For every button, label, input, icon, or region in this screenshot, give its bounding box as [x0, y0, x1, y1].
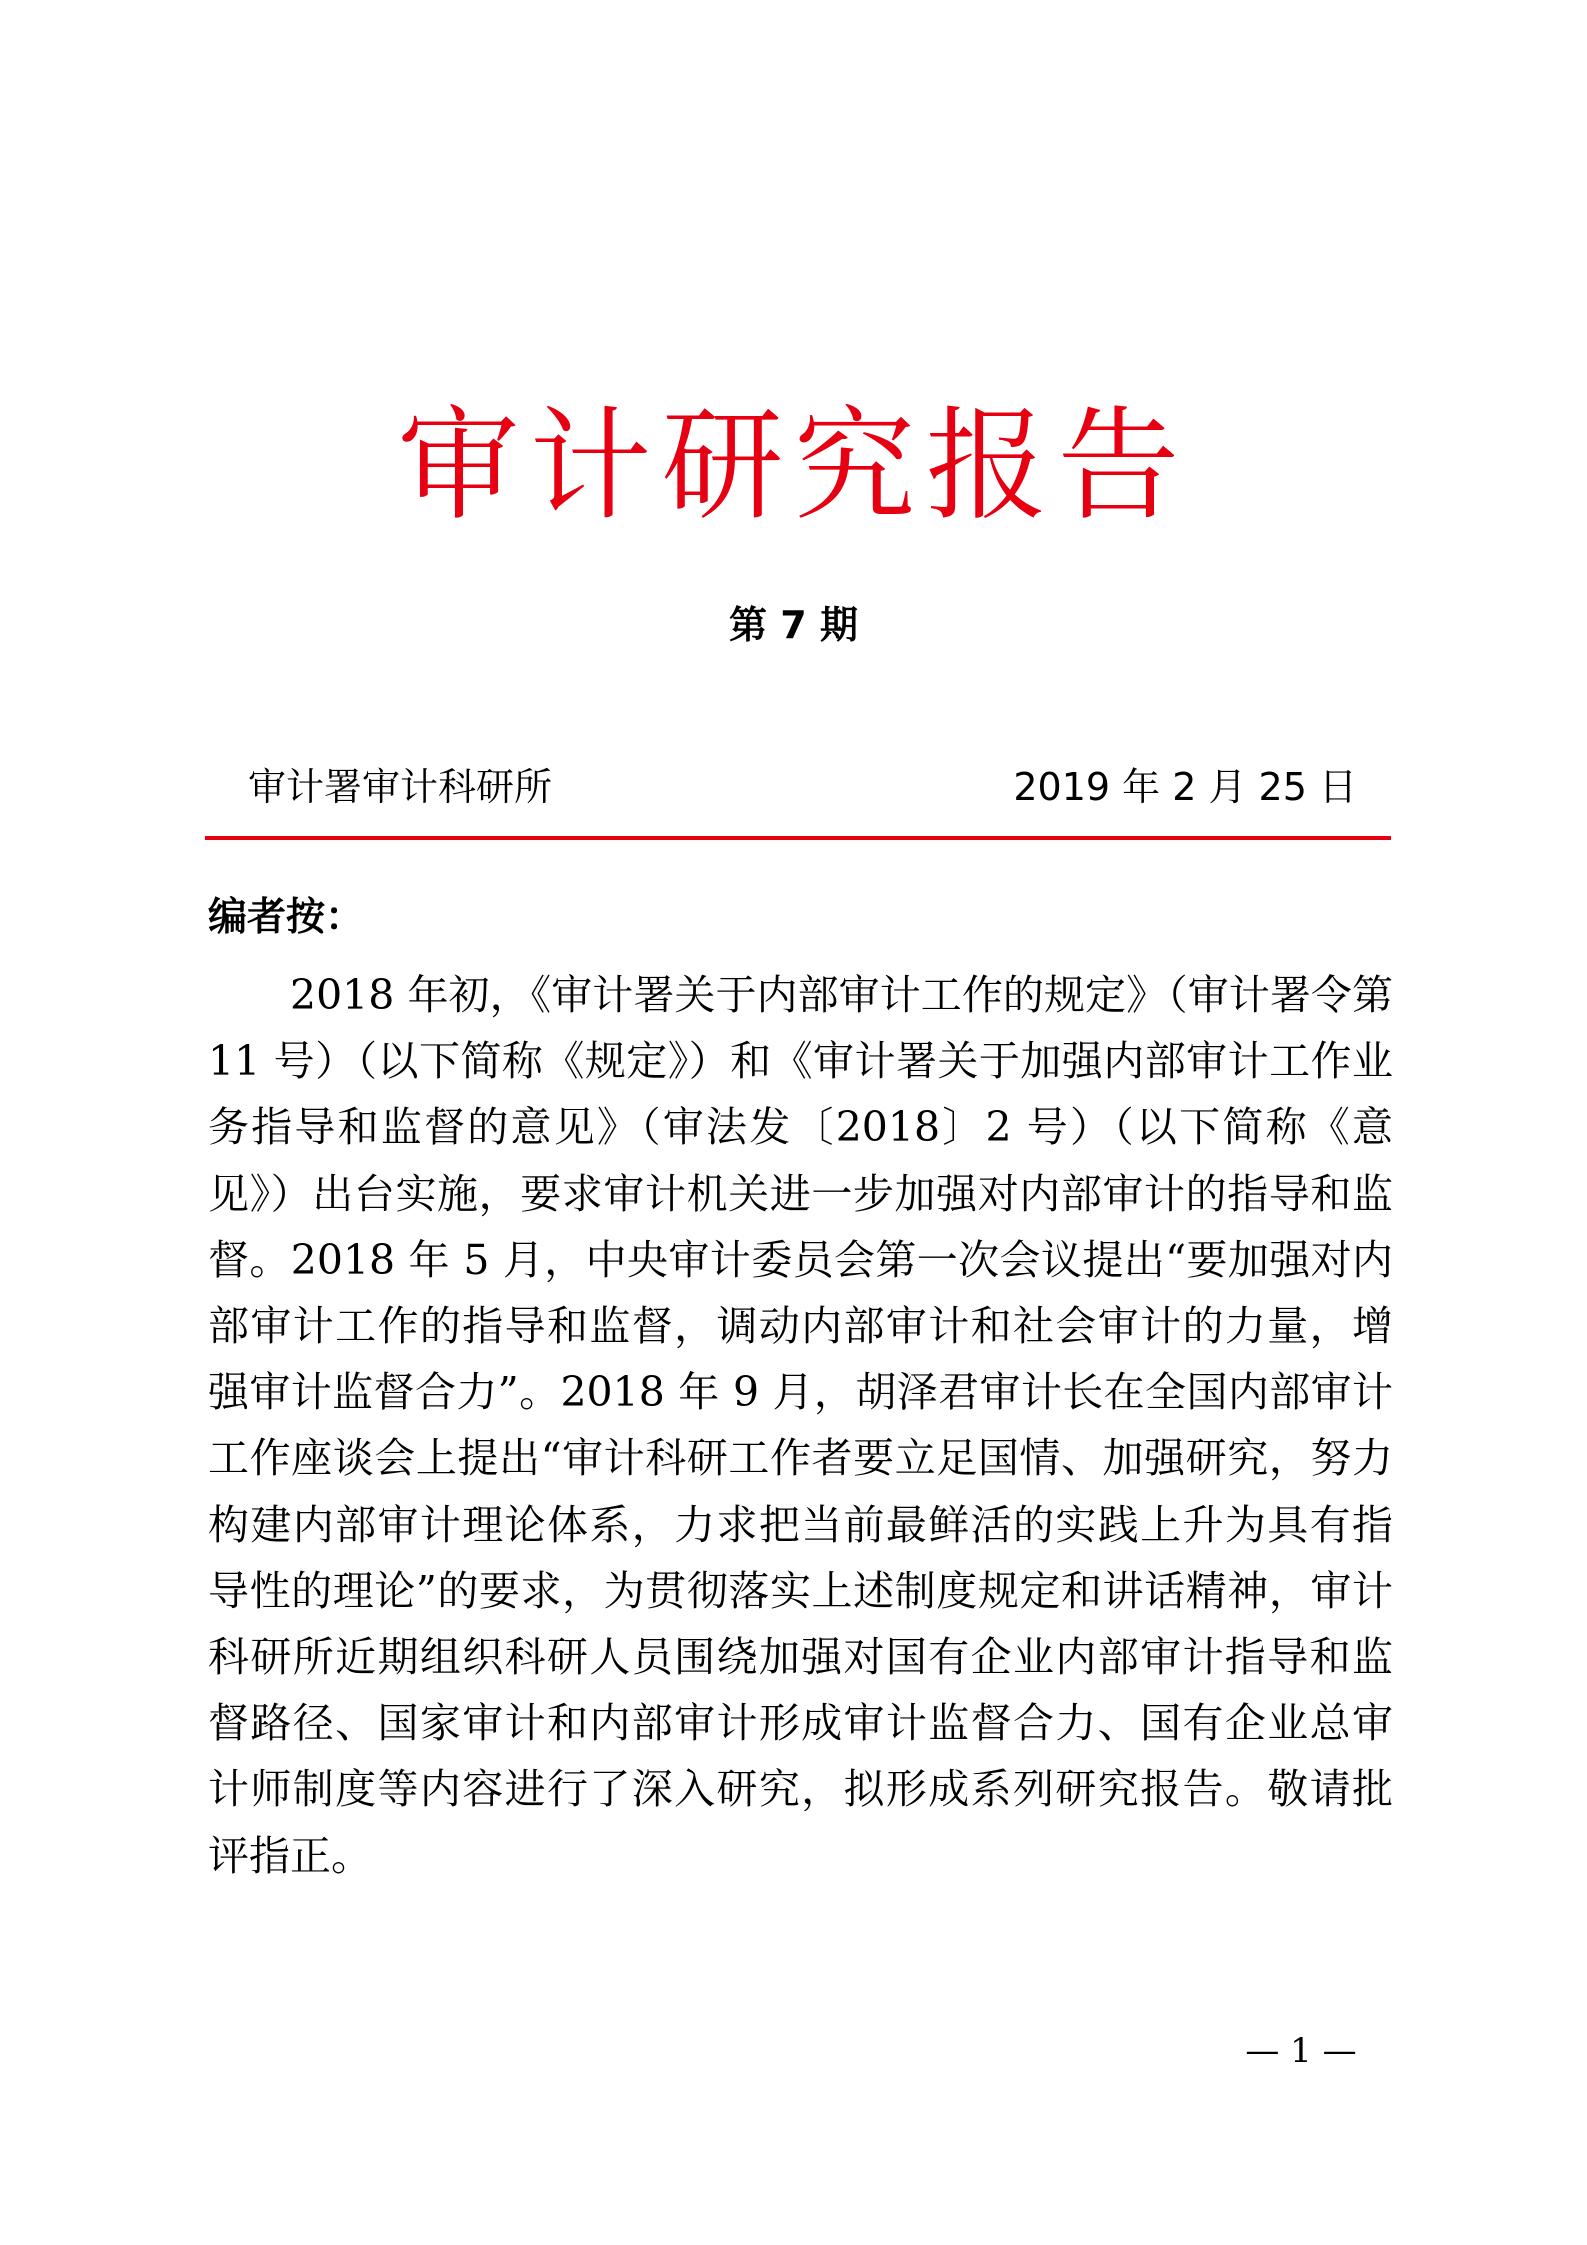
editor-note-body: 2018 年初，《审计署关于内部审计工作的规定》（审计署令第 11 号）（以下简称《规定》）和《审计署关于加强内部审计工作业务指导和监督的意见》（审法发〔2018〕2 号）（以下简称《意见》）出台实施，要求审计机关进一步加强对内部审计的指导和监督。2018 年 5 月，中央审计委员会第一次会议提出“要加强对内部审计工作的指导和监督，调动内部审计和社会审计的力量，增强审计监督合力”。2018 年 9 月，胡泽君审计长在全国内部审计工作座谈会上提出“审计科研工作者要立足国情、加强研究，努力构建内部审计理论体系，力求把当前最鲜活的实践上升为具有指导性的理论”的要求，为贯彻落实上述制度规定和讲话精神，审计科研所近期组织科研人员围绕加强对国有企业内部审计指导和监督路径、国家审计和内部审计形成审计监督合力、国有企业总审计师制度等内容进行了深入研究，拟形成系列研究报告。敬请批评指正。	[208, 971, 1393, 1880]
issue-number: 第 7 期	[729, 603, 858, 647]
header-divider	[205, 836, 1391, 840]
issue-date: 2019 年 2 月 25 日	[1013, 765, 1357, 809]
issuer-name: 审计署审计科研所	[248, 765, 553, 809]
page-number: — 1 —	[1245, 2031, 1357, 2071]
report-title: 审计研究报告	[397, 395, 1190, 537]
editor-note-heading: 编者按：	[208, 895, 365, 940]
